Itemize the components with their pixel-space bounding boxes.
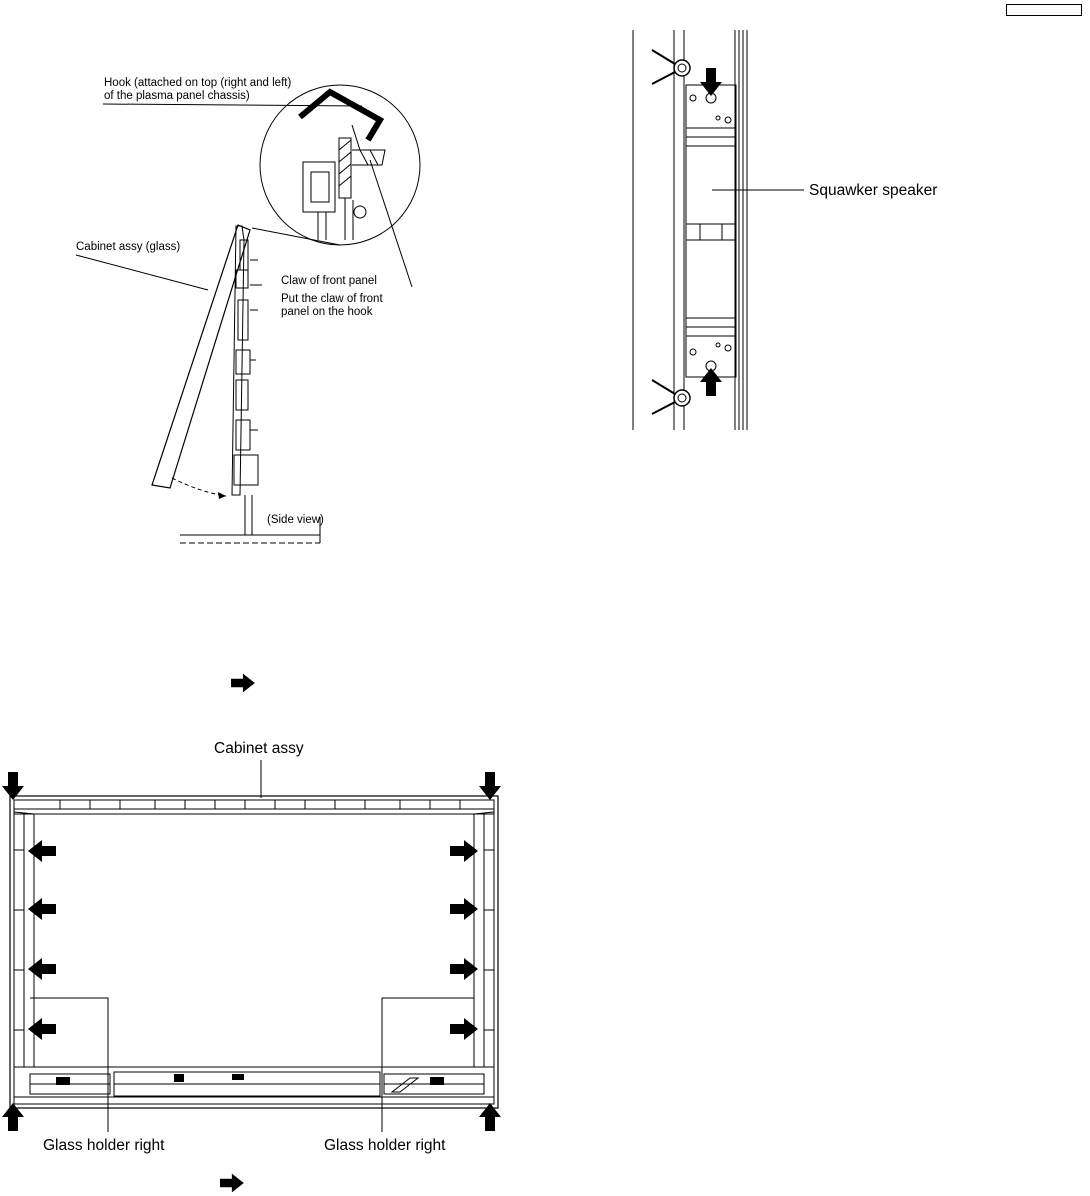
put-claw-label: Put the claw of front panel on the hook [281,293,383,319]
front-view-figure [2,760,501,1132]
right-arrow-icon [220,1174,244,1193]
down-arrow-icon [700,68,722,96]
speaker-view-figure [633,30,804,430]
hook-label: Hook (attached on top (right and left) of the plasma panel chassis) [104,77,292,103]
glass-holder-right-label: Glass holder right [324,1137,446,1154]
up-arrow-icon [2,1103,24,1131]
up-arrow-icon [700,368,722,396]
chassis-detail [234,240,262,485]
cabinet-glass-label: Cabinet assy (glass) [76,241,181,253]
cabinet-assy-label: Cabinet assy [214,740,304,757]
glass-holder-left-label: Glass holder right [43,1137,165,1154]
left-arrow-icon [28,1018,56,1040]
squawker-label: Squawker speaker [809,182,938,199]
left-arrow-icon [28,958,56,980]
side-view-label: (Side view) [267,514,324,526]
right-arrow-icon [231,674,255,693]
left-arrow-icon [28,840,56,862]
left-arrow-icon [28,898,56,920]
claw-label: Claw of front panel [281,275,377,287]
